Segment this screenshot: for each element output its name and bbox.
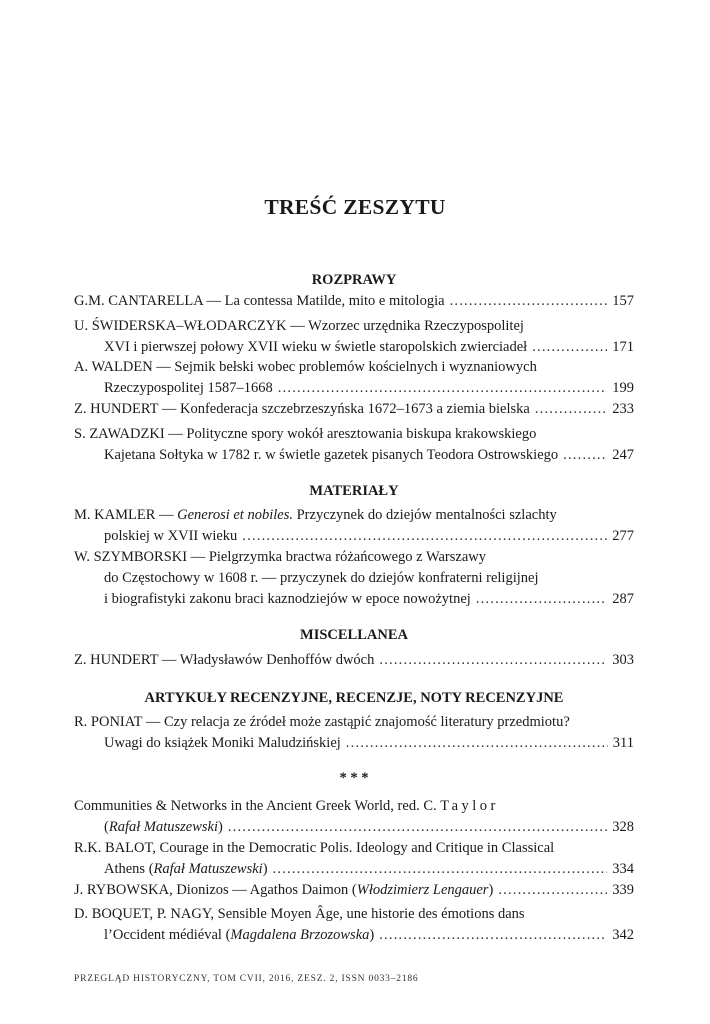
paren-close: ) (218, 819, 223, 835)
toc-entry-text: R.K. BALOT, Courage in the Democratic Polis. Ideology and Critique in Classical (74, 840, 555, 856)
toc-entry-kamler (74, 505, 634, 547)
toc-entry-hundert-1 (74, 399, 634, 420)
page-number: 328 (612, 819, 634, 835)
toc-entry-szymborski (74, 547, 634, 610)
dot-leader (379, 650, 607, 671)
toc-entry-line (74, 505, 634, 526)
toc-entry-balot (74, 838, 634, 880)
page-number: 171 (612, 339, 634, 355)
reviewer-name: Rafał Matuszewski (108, 819, 218, 835)
paren-close: ) (369, 927, 375, 943)
toc-entry-cantarella (74, 291, 634, 312)
toc-entry-text: U. ŚWIDERSKA–WŁODARCZYK — Wzorzec urzędnika Rzeczypospolitej (74, 318, 524, 334)
toc-entry-line (74, 817, 634, 838)
toc-entry-line (74, 796, 634, 817)
toc-entry-line (74, 526, 634, 547)
toc-entry-line (74, 445, 634, 466)
reviewer-name: Włodzimierz Lengauer (356, 882, 489, 898)
toc-entry-line (74, 880, 634, 901)
page-number: 303 (612, 652, 634, 668)
toc-entry-line (74, 733, 634, 754)
toc-entry-text: G.M. CANTARELLA — La contessa Matilde, mito e mitologia (74, 293, 445, 309)
dot-leader (450, 291, 608, 312)
section-heading-miscellanea: MISCELLANEA (300, 627, 408, 643)
page-number: 157 (612, 293, 634, 309)
reviewer-name: Magdalena Brzozowska (230, 927, 370, 943)
dot-leader (242, 526, 607, 547)
toc-entry-line (74, 378, 634, 399)
toc-entry-text: do Częstochowy w 1608 r. — przyczynek do dziejów konfraterni religijnej (104, 570, 539, 586)
page-number: 199 (612, 380, 634, 396)
toc-entry-text: polskiej w XVII wieku (104, 528, 238, 544)
toc-entry-text: XVI i pierwszej połowy XVII wieku w świetle staropolskich zwierciadeł (104, 339, 528, 355)
reviewer-wrapper (104, 817, 223, 838)
dot-leader (535, 399, 607, 420)
reviewer-name: Rafał Matuszewski (153, 861, 263, 877)
toc-entry-line (74, 925, 634, 946)
dot-leader (498, 880, 607, 901)
editor-name: Taylor (440, 798, 499, 814)
paren-open: ( (104, 819, 109, 835)
italic-title: Generosi et nobiles. (177, 507, 293, 523)
toc-entry-text: R. PONIAT — Czy relacja ze źródeł może zastąpić znajomość literatury przedmiotu? (74, 714, 570, 730)
toc-entry-line (74, 650, 634, 671)
dot-leader (273, 859, 608, 880)
dot-leader (228, 817, 607, 838)
reviewer-wrapper (74, 880, 493, 901)
dot-leader (476, 589, 607, 610)
toc-entry-text: W. SZYMBORSKI — Pielgrzymka bractwa różańcowego z Warszawy (74, 549, 486, 565)
toc-entry-line (74, 859, 634, 880)
toc-entry-text: J. RYBOWSKA, Dionizos — Agathos Daimon ( (74, 882, 357, 898)
page-title: TREŚĆ ZESZYTU (264, 195, 446, 219)
toc-entry-communities (74, 796, 634, 838)
toc-entry-boquet (74, 904, 634, 946)
toc-entry-text: Communities & Networks in the Ancient Greek World, red. C. (74, 798, 441, 814)
dot-leader (379, 925, 607, 946)
toc-entry-text: Z. HUNDERT — Władysławów Denhoffów dwóch (74, 652, 375, 668)
section-heading-artykuly: ARTYKUŁY RECENZYJNE, RECENZJE, NOTY RECENZYJNE (144, 690, 564, 706)
toc-entry-text: Rzeczypospolitej 1587–1668 (104, 380, 273, 396)
toc-entry-text: Uwagi do książek Moniki Maludzińskiej (104, 735, 341, 751)
toc-entry-hundert-2 (74, 650, 634, 671)
toc-entry-line (74, 337, 634, 358)
toc-entry-text: Z. HUNDERT — Konfederacja szczebrzeszyńska 1672–1673 a ziemia bielska (74, 401, 530, 417)
toc-entry-text: Przyczynek do dziejów mentalności szlachty (292, 507, 557, 523)
page-number: 311 (612, 735, 634, 751)
dot-leader (346, 733, 608, 754)
page-number: 342 (612, 927, 634, 943)
toc-entry-line (74, 589, 634, 610)
toc-entry-walden (74, 357, 634, 399)
toc-entry-text: D. BOQUET, P. NAGY, Sensible Moyen Âge, une historie des émotions dans (74, 906, 525, 922)
toc-entry-text: i biografistyki zakonu braci kaznodziejów w epoce nowożytnej (104, 591, 471, 607)
toc-entry-text: Kajetana Sołtyka w 1782 r. w świetle gazetek pisanych Teodora Ostrowskiego (104, 447, 559, 463)
dot-leader (563, 445, 607, 466)
toc-entry-text: S. ZAWADZKI — Polityczne spory wokół aresztowania biskupa krakowskiego (74, 426, 537, 442)
reviewer-wrapper (104, 859, 268, 880)
toc-entry-line (74, 291, 634, 312)
page-number: 287 (612, 591, 634, 607)
page-footer: PRZEGLĄD HISTORYCZNY, TOM CVII, 2016, ZESZ. 2, ISSN 0033–2186 (74, 974, 419, 984)
page-number: 247 (612, 447, 634, 463)
toc-entry-text: l’Occident médiéval ( (104, 927, 231, 943)
page-number: 339 (612, 882, 634, 898)
toc-entry-line (74, 399, 634, 420)
page-number: 233 (612, 401, 634, 417)
page-number: 277 (612, 528, 634, 544)
toc-entry-zawadzki (74, 424, 634, 466)
toc-entry-text: Athens ( (104, 861, 154, 877)
paren-close: ) (488, 882, 494, 898)
section-heading-rozprawy: ROZPRAWY (311, 272, 397, 288)
section-separator-stars: * * * (339, 770, 369, 786)
toc-entry-poniat (74, 712, 634, 754)
section-heading-materialy: MATERIAŁY (309, 483, 399, 499)
reviewer-wrapper (104, 925, 374, 946)
toc-entry-swiderska (74, 316, 634, 358)
paren-close: ) (262, 861, 268, 877)
page-number: 334 (612, 861, 634, 877)
dot-leader (278, 378, 608, 399)
toc-entry-text: M. KAMLER — (74, 507, 178, 523)
toc-entry-text: A. WALDEN — Sejmik bełski wobec problemów kościelnych i wyznaniowych (74, 359, 537, 375)
dot-leader (532, 337, 607, 358)
toc-entry-rybowska (74, 880, 634, 901)
